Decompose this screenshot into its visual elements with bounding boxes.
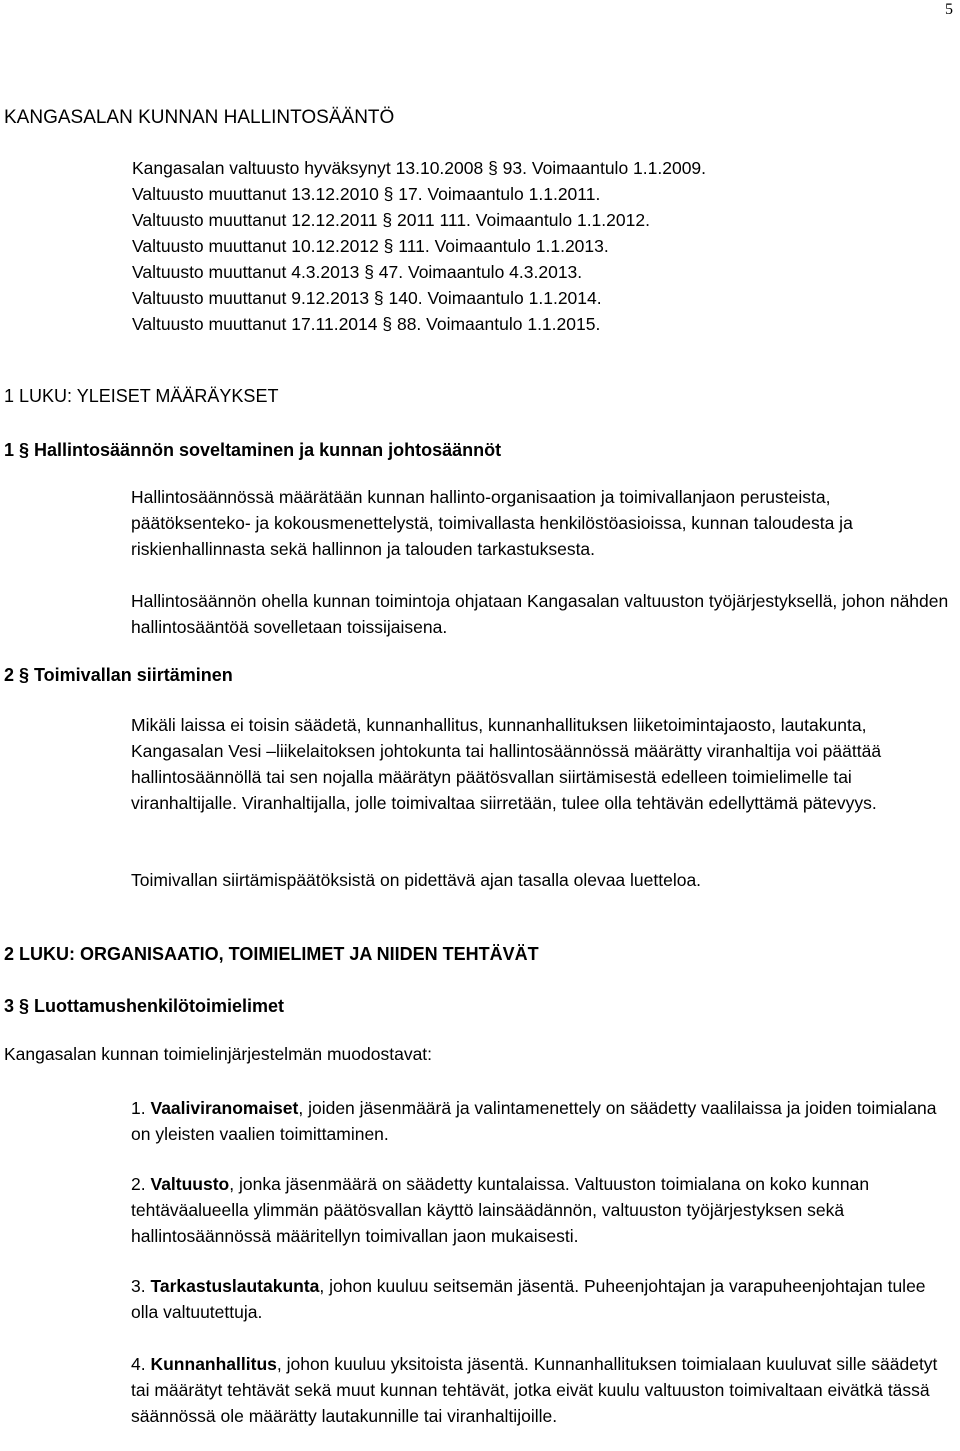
list-item-tarkastuslautakunta	[131, 1273, 953, 1325]
list-text: , johon kuuluu yksitoista jäsentä. Kunnanhallituksen toimialaan kuuluvat sille säädetyt tai määrätyt tehtävät sekä muut kunnan tehtävät, jotka eivät kuulu valtuuston toimivaltaan eivätkä tässä säännössä ole määrätty lautakunnille tai viranhaltijoille.	[131, 1354, 938, 1426]
section-3-heading: 3 § Luottamushenkilötoimielimet	[4, 996, 285, 1016]
history-line: Valtuusto muuttanut 13.12.2010 § 17. Voimaantulo 1.1.2011.	[132, 184, 601, 204]
history-line: Valtuusto muuttanut 12.12.2011 § 2011 111. Voimaantulo 1.1.2012.	[132, 210, 650, 230]
chapter-1-heading: 1 LUKU: YLEISET MÄÄRÄYKSET	[4, 386, 279, 406]
list-term: Valtuusto	[150, 1174, 230, 1194]
history-line: Kangasalan valtuusto hyväksynyt 13.10.2008 § 93. Voimaantulo 1.1.2009.	[132, 158, 707, 178]
section-2-paragraph-1: Mikäli laissa ei toisin säädetä, kunnanhallitus, kunnanhallituksen liiketoimintajaosto, lautakunta, Kangasalan Vesi –liikelaitoksen johtokunta tai hallintosäännössä määrätty viranhaltija voi päättää hallintosäännöllä tai sen nojalla määrätyn päätösvallan siirtämisestä edelleen toimielimelle tai viranhaltijalle. Viranhaltijalla, jolle toimivaltaa siirretään, tulee olla tehtävän edellyttämä pätevyys.	[131, 715, 882, 813]
history-line: Valtuusto muuttanut 9.12.2013 § 140. Voimaantulo 1.1.2014.	[132, 288, 602, 308]
chapter-2-heading: 2 LUKU: ORGANISAATIO, TOIMIELIMET JA NIIDEN TEHTÄVÄT	[4, 944, 539, 964]
list-text: , jonka jäsenmäärä on säädetty kuntalaissa. Valtuuston toimialana on koko kunnan tehtäväalueella ylimmän päätösvallan käyttö lainsäädännön, valtuuston työjärjestyksen sekä hallintosäännössä määritellyn toimivallan jaon mukaisesti.	[131, 1174, 870, 1246]
history-line: Valtuusto muuttanut 17.11.2014 § 88. Voimaantulo 1.1.2015.	[132, 314, 601, 334]
list-term: Kunnanhallitus	[150, 1354, 277, 1374]
list-number: 4.	[131, 1354, 146, 1374]
list-item-valtuusto	[131, 1171, 953, 1249]
document-title: KANGASALAN KUNNAN HALLINTOSÄÄNTÖ	[4, 107, 395, 128]
list-item-kunnanhallitus	[131, 1351, 953, 1429]
list-item-vaaliviranomaiset	[131, 1095, 953, 1147]
section-1-paragraph-2: Hallintosäännön ohella kunnan toimintoja ohjataan Kangasalan valtuuston työjärjestyksellä, johon nähden hallintosääntöä sovelletaan toissijaisena.	[131, 591, 949, 637]
section-1-heading: 1 § Hallintosäännön soveltaminen ja kunnan johtosäännöt	[4, 440, 502, 460]
section-1-paragraph-1: Hallintosäännössä määrätään kunnan hallinto-organisaation ja toimivallanjaon perusteista, päätöksenteko- ja kokousmenettelystä, toimivallasta henkilöstöasioissa, kunnan taloudesta ja riskienhallinnasta sekä hallinnon ja talouden tarkastuksesta.	[131, 487, 853, 559]
section-2-paragraph-2: Toimivallan siirtämispäätöksistä on pidettävä ajan tasalla olevaa luetteloa.	[131, 870, 702, 890]
page-number: 5	[945, 1, 953, 18]
list-number: 1.	[131, 1098, 146, 1118]
list-term: Vaaliviranomaiset	[150, 1098, 299, 1118]
section-2-heading: 2 § Toimivallan siirtäminen	[4, 665, 233, 685]
history-line: Valtuusto muuttanut 10.12.2012 § 111. Voimaantulo 1.1.2013.	[132, 236, 609, 256]
history-line: Valtuusto muuttanut 4.3.2013 § 47. Voimaantulo 4.3.2013.	[132, 262, 583, 282]
amendment-history	[132, 155, 942, 337]
list-number: 2.	[131, 1174, 146, 1194]
list-text: , joiden jäsenmäärä ja valintamenettely on säädetty vaalilaissa ja joiden toimialana on yleisten vaalien toimittaminen.	[131, 1098, 937, 1144]
list-term: Tarkastuslautakunta	[150, 1276, 320, 1296]
list-text: , johon kuuluu seitsemän jäsentä. Puheenjohtajan ja varapuheenjohtajan tulee olla valtuutettuja.	[131, 1276, 926, 1322]
section-3-intro: Kangasalan kunnan toimielinjärjestelmän muodostavat:	[4, 1044, 433, 1064]
list-number: 3.	[131, 1276, 146, 1296]
